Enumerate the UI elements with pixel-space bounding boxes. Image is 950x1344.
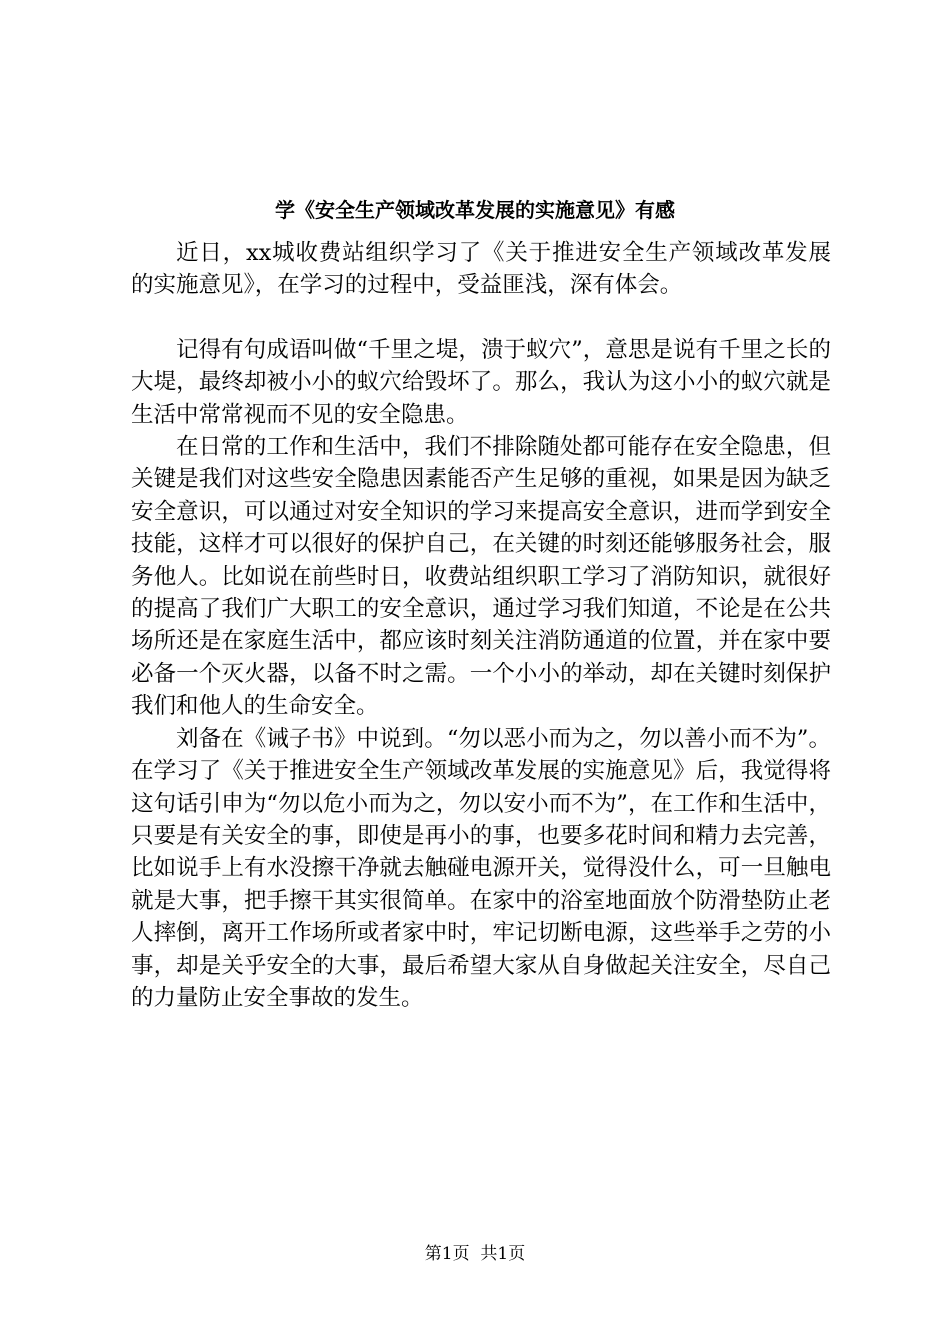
footer-separator [470,1244,481,1264]
document-title: 学《安全生产领域改革发展的实施意见》有感 [275,198,675,222]
page-total: 共1页 [480,1244,526,1264]
page-number: 第1页 [424,1244,470,1264]
paragraph-proverb: 记得有句成语叫做“千里之堤，溃于蚁穴”，意思是说有千里之长的大堤，最终却被小小的蚁穴给毁坏了。那么，我认为这小小的蚁穴就是生活中常常视而不见的安全隐患。 [131,336,831,428]
paragraph-intro: 近日，xx城收费站组织学习了《关于推进安全生产领域改革发展的实施意见》，在学习的过程中，受益匪浅，深有体会。 [131,240,831,299]
paragraph-conclusion: 刘备在《诫子书》中说到。“勿以恶小而为之，勿以善小而不为”。在学习了《关于推进安全生产领域改革发展的实施意见》后，我觉得将这句话引申为“勿以危小而为之，勿以安小而不为”，在工作和生活中，只要是有关安全的事，即使是再小的事，也要多花时间和精力去完善，比如说手上有水没擦干净就去触碰电源开关，觉得没什么，可一旦触电就是大事，把手擦干其实很简单。在家中的浴室地面放个防滑垫防止老人摔倒，离开工作场所或者家中时，牢记切断电源，这些举手之劳的小事，却是关乎安全的大事，最后希望大家从自身做起关注安全，尽自己的力量防止安全事故的发生。 [131,725,831,1011]
document-body [131,237,831,1014]
paragraph-daily-safety: 在日常的工作和生活中，我们不排除随处都可能存在安全隐患，但关键是我们对这些安全隐患因素能否产生足够的重视，如果是因为缺乏安全意识，可以通过对安全知识的学习来提高安全意识，进而学到安全技能，这样才可以很好的保护自己，在关键的时刻还能够服务社会，服务他人。比如说在前些时日，收费站组织职工学习了消防知识，就很好的提高了我们广大职工的安全意识，通过学习我们知道，不论是在公共场所还是在家庭生活中，都应该时刻关注消防通道的位置，并在家中要必备一个灭火器，以备不时之需。一个小小的举动，却在关键时刻保护我们和他人的生命安全。 [131,434,831,720]
page-footer [0,1243,950,1265]
